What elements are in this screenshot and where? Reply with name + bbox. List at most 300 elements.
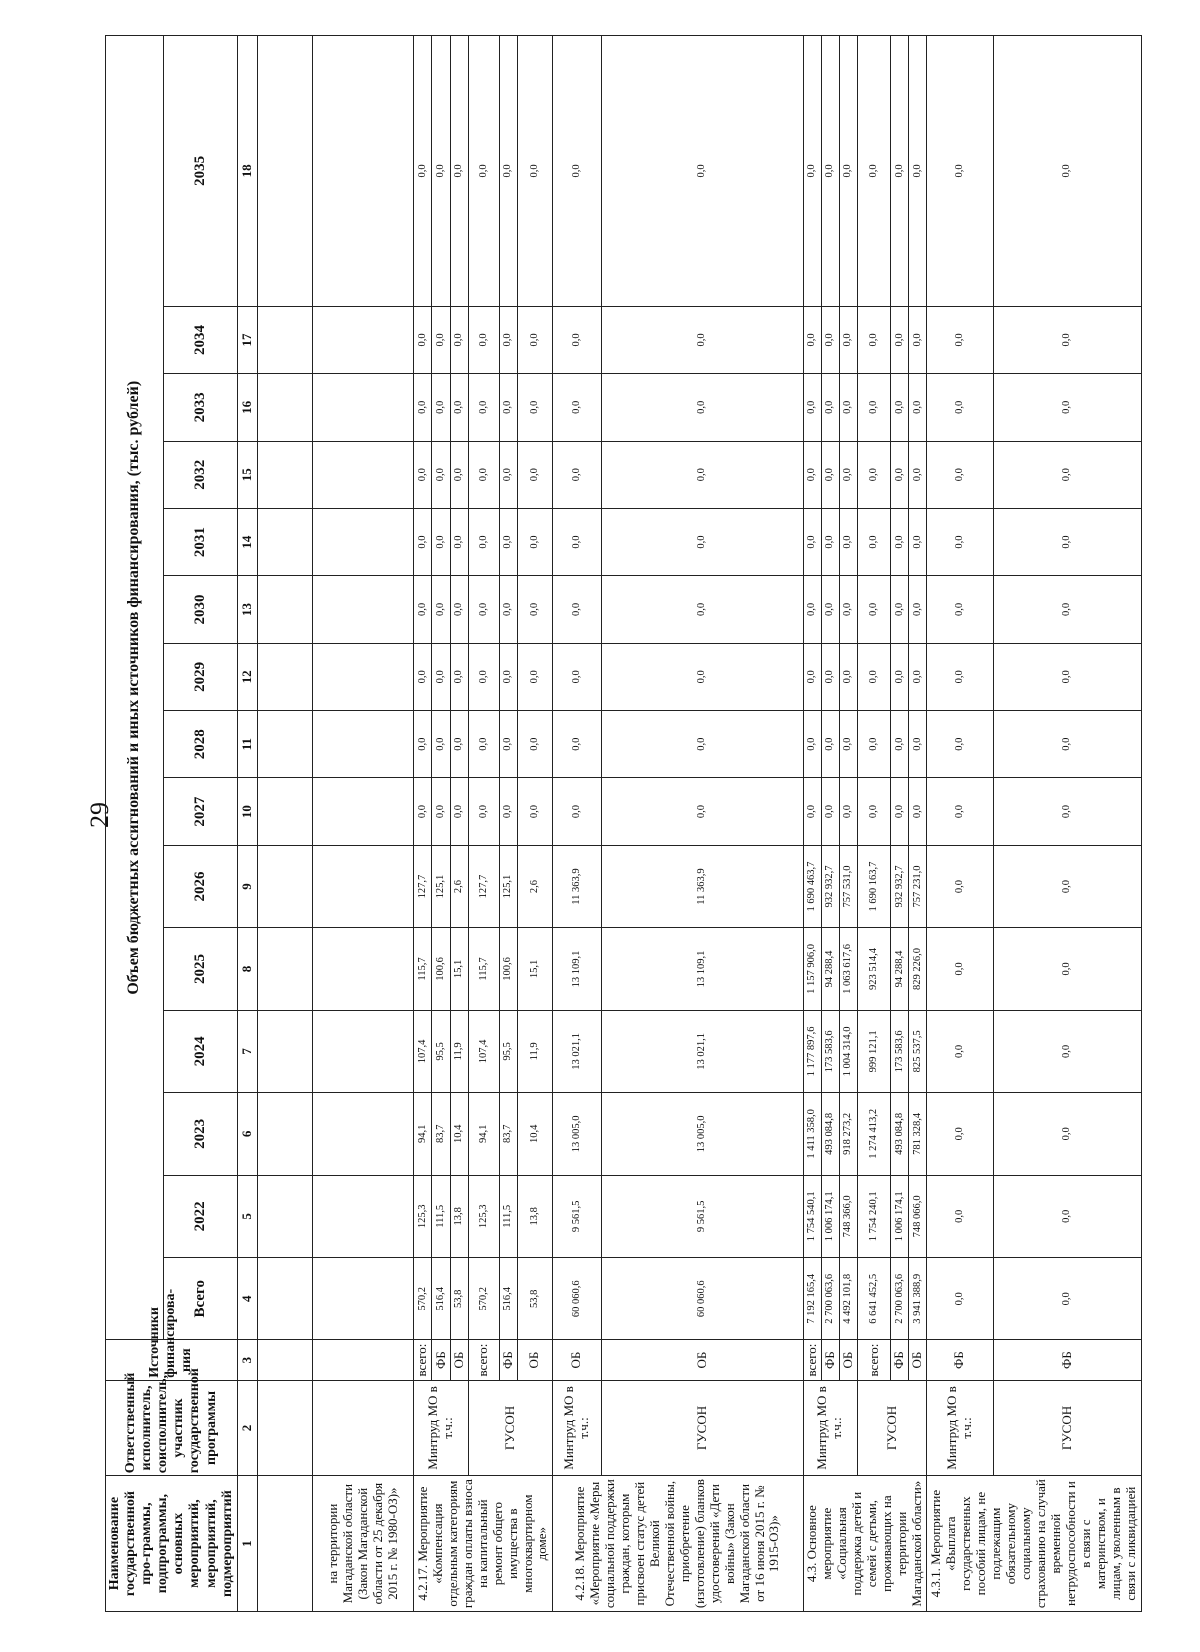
value-cell: 0,0 [821, 711, 839, 778]
value-cell: 918 273,2 [839, 1093, 857, 1175]
value-cell: 0,0 [927, 711, 993, 778]
value-cell: 0,0 [468, 441, 499, 508]
value-cell: 570,2 [414, 1258, 432, 1340]
column-number: 16 [237, 374, 257, 441]
value-cell: 0,0 [499, 441, 517, 508]
value-cell: 100,6 [499, 928, 517, 1010]
value-cell: 0,0 [927, 778, 993, 845]
header-total: Всего [163, 1258, 237, 1340]
document-page [105, 35, 1138, 1612]
table-row [909, 36, 927, 1612]
value-cell: 173 583,6 [821, 1010, 839, 1092]
value-cell: 0,0 [909, 36, 927, 307]
value-cell: 0,0 [432, 441, 450, 508]
value-cell: 0,0 [993, 711, 1141, 778]
value-cell: 9 561,5 [553, 1175, 601, 1257]
value-cell: 0,0 [839, 306, 857, 373]
header-year: 2022 [163, 1175, 237, 1257]
table-row [499, 36, 517, 1612]
value-cell: 0,0 [553, 576, 601, 643]
value-cell: 0,0 [839, 508, 857, 575]
value-cell: 0,0 [993, 36, 1141, 307]
value-cell [313, 845, 414, 927]
value-cell: 0,0 [803, 643, 821, 710]
value-cell: 0,0 [891, 374, 909, 441]
value-cell: 0,0 [517, 576, 552, 643]
value-cell: 0,0 [857, 778, 890, 845]
value-cell: 0,0 [553, 778, 601, 845]
value-cell: 15,1 [450, 928, 468, 1010]
value-cell: 0,0 [993, 441, 1141, 508]
value-cell [257, 1093, 313, 1175]
header-year: 2023 [163, 1093, 237, 1175]
value-cell: 0,0 [468, 508, 499, 575]
source-cell: ФБ [499, 1340, 517, 1380]
value-cell: 2,6 [450, 845, 468, 927]
value-cell: 0,0 [432, 778, 450, 845]
value-cell: 53,8 [517, 1258, 552, 1340]
table-row [257, 36, 313, 1612]
value-cell [257, 845, 313, 927]
header-volume: Объем бюджетных ассигнований и иных источников финансирования, (тыс. рублей) [106, 36, 164, 1340]
value-cell: 0,0 [432, 508, 450, 575]
value-cell: 95,5 [499, 1010, 517, 1092]
column-number: 3 [237, 1340, 257, 1380]
value-cell: 0,0 [450, 576, 468, 643]
value-cell: 0,0 [517, 508, 552, 575]
value-cell [257, 643, 313, 710]
value-cell: 0,0 [927, 1010, 993, 1092]
value-cell: 2 700 063,6 [821, 1258, 839, 1340]
value-cell: 0,0 [601, 711, 803, 778]
value-cell: 0,0 [414, 36, 432, 307]
value-cell: 0,0 [909, 711, 927, 778]
value-cell: 4 492 101,8 [839, 1258, 857, 1340]
value-cell: 1 754 240,1 [857, 1175, 890, 1257]
value-cell: 0,0 [450, 36, 468, 307]
measure-name-cell: 4.3.1. Мероприятие «Выплата государственных пособий лицам, не подлежащим обязательному социальному страхованию на случай временной нетрудоспособности и в связи с материнством, и лицам, уволенным в связи с ликвидацией [927, 1476, 1141, 1612]
value-cell [257, 508, 313, 575]
value-cell: 923 514,4 [857, 928, 890, 1010]
value-cell: 0,0 [414, 441, 432, 508]
value-cell: 0,0 [891, 508, 909, 575]
value-cell: 0,0 [891, 306, 909, 373]
value-cell: 0,0 [993, 928, 1141, 1010]
value-cell [257, 576, 313, 643]
value-cell: 0,0 [553, 711, 601, 778]
value-cell: 0,0 [993, 306, 1141, 373]
header-year: 2024 [163, 1010, 237, 1092]
table-row [517, 36, 552, 1612]
value-cell: 0,0 [891, 576, 909, 643]
value-cell: 0,0 [499, 508, 517, 575]
value-cell: 0,0 [909, 576, 927, 643]
value-cell: 0,0 [927, 845, 993, 927]
value-cell: 0,0 [517, 36, 552, 307]
value-cell: 0,0 [414, 711, 432, 778]
source-cell: ФБ [432, 1340, 450, 1380]
value-cell: 0,0 [601, 643, 803, 710]
value-cell: 0,0 [857, 441, 890, 508]
rotated-table-container [105, 35, 1138, 1612]
column-number: 7 [237, 1010, 257, 1092]
value-cell: 0,0 [993, 576, 1141, 643]
header-year: 2034 [163, 306, 237, 373]
source-cell: всего: [468, 1340, 499, 1380]
value-cell: 0,0 [499, 306, 517, 373]
value-cell [313, 928, 414, 1010]
value-cell: 0,0 [803, 508, 821, 575]
value-cell: 0,0 [891, 643, 909, 710]
value-cell: 0,0 [839, 643, 857, 710]
value-cell [257, 1175, 313, 1257]
source-cell: всего: [857, 1340, 890, 1380]
value-cell [313, 576, 414, 643]
measure-name-cell: 4.2.18. Мероприятие «Мероприятие «Меры социальной поддержки граждан, которым присвоен статус детей Великой Отечественной войны, приобретение (изготовление) бланков удостоверений «Дети войны» (Закон Магаданской области от 16 июня 2015 г. № 1915-ОЗ)» [553, 1476, 804, 1612]
executor-cell: Минтруд МО в т.ч.: [553, 1380, 601, 1476]
executor-cell [313, 1380, 414, 1476]
value-cell: 13 005,0 [601, 1093, 803, 1175]
value-cell: 0,0 [432, 643, 450, 710]
value-cell: 757 531,0 [839, 845, 857, 927]
value-cell: 9 561,5 [601, 1175, 803, 1257]
value-cell: 0,0 [553, 306, 601, 373]
value-cell [313, 374, 414, 441]
header-source-col: Источники финансирова-ния [106, 1340, 238, 1380]
value-cell: 0,0 [432, 576, 450, 643]
value-cell: 0,0 [857, 36, 890, 307]
value-cell: 53,8 [450, 1258, 468, 1340]
value-cell [257, 36, 313, 307]
value-cell [313, 508, 414, 575]
value-cell: 570,2 [468, 1258, 499, 1340]
header-year: 2027 [163, 778, 237, 845]
value-cell: 0,0 [450, 711, 468, 778]
value-cell: 0,0 [909, 441, 927, 508]
source-cell [313, 1340, 414, 1380]
table-row [553, 36, 601, 1612]
value-cell: 0,0 [803, 306, 821, 373]
value-cell: 2,6 [517, 845, 552, 927]
measure-name-cell: 4.3. Основное мероприятие «Социальная поддержка детей и семей с детьми, проживающих на территории Магаданской области» [803, 1476, 927, 1612]
value-cell [313, 778, 414, 845]
value-cell: 83,7 [499, 1093, 517, 1175]
value-cell: 0,0 [468, 778, 499, 845]
value-cell: 6 641 452,5 [857, 1258, 890, 1340]
column-number: 14 [237, 508, 257, 575]
value-cell: 125,3 [414, 1175, 432, 1257]
value-cell: 0,0 [927, 1258, 993, 1340]
value-cell [257, 441, 313, 508]
value-cell [257, 1258, 313, 1340]
value-cell [257, 1010, 313, 1092]
value-cell: 0,0 [993, 643, 1141, 710]
value-cell: 0,0 [821, 778, 839, 845]
value-cell: 60 060,6 [601, 1258, 803, 1340]
value-cell [257, 928, 313, 1010]
value-cell: 13 109,1 [553, 928, 601, 1010]
source-cell: ОБ [839, 1340, 857, 1380]
value-cell: 0,0 [927, 441, 993, 508]
source-cell: всего: [803, 1340, 821, 1380]
value-cell: 0,0 [601, 306, 803, 373]
value-cell: 0,0 [450, 508, 468, 575]
value-cell: 0,0 [993, 1258, 1141, 1340]
value-cell: 0,0 [839, 711, 857, 778]
value-cell: 493 084,8 [821, 1093, 839, 1175]
value-cell: 825 537,5 [909, 1010, 927, 1092]
value-cell: 829 226,0 [909, 928, 927, 1010]
value-cell: 13 005,0 [553, 1093, 601, 1175]
measure-name-cell: 4.2.17. Мероприятие «Компенсация отдельным категориям граждан оплаты взноса на капитальный ремонт общего имущества в многоквартирном доме» [414, 1476, 553, 1612]
header-year: 2025 [163, 928, 237, 1010]
value-cell: 0,0 [839, 374, 857, 441]
value-cell: 0,0 [803, 36, 821, 307]
header-year: 2029 [163, 643, 237, 710]
value-cell: 0,0 [432, 374, 450, 441]
value-cell: 0,0 [803, 576, 821, 643]
value-cell: 0,0 [993, 1175, 1141, 1257]
value-cell: 0,0 [468, 36, 499, 307]
header-executor-col: Ответственный исполнитель, соисполнитель, участник государственной программы [106, 1380, 238, 1476]
value-cell: 0,0 [414, 576, 432, 643]
value-cell: 0,0 [450, 778, 468, 845]
value-cell: 13,8 [450, 1175, 468, 1257]
value-cell: 115,7 [414, 928, 432, 1010]
value-cell: 0,0 [432, 36, 450, 307]
value-cell: 1 004 314,0 [839, 1010, 857, 1092]
source-cell: ОБ [909, 1340, 927, 1380]
value-cell [313, 1258, 414, 1340]
value-cell: 0,0 [499, 576, 517, 643]
table-row [993, 36, 1141, 1612]
value-cell: 0,0 [499, 36, 517, 307]
source-cell: ФБ [993, 1340, 1141, 1380]
value-cell: 0,0 [601, 576, 803, 643]
value-cell: 0,0 [821, 374, 839, 441]
value-cell: 1 063 617,6 [839, 928, 857, 1010]
value-cell [313, 1175, 414, 1257]
column-number: 2 [237, 1380, 257, 1476]
value-cell: 0,0 [601, 374, 803, 441]
value-cell: 0,0 [499, 711, 517, 778]
value-cell: 0,0 [993, 1093, 1141, 1175]
table-row [839, 36, 857, 1612]
value-cell: 1 006 174,1 [821, 1175, 839, 1257]
value-cell: 13 021,1 [553, 1010, 601, 1092]
source-cell: ОБ [553, 1340, 601, 1380]
value-cell: 0,0 [927, 374, 993, 441]
value-cell: 1 157 906,0 [803, 928, 821, 1010]
value-cell: 0,0 [891, 711, 909, 778]
value-cell: 748 366,0 [839, 1175, 857, 1257]
value-cell [313, 1093, 414, 1175]
value-cell: 0,0 [857, 306, 890, 373]
value-cell: 0,0 [517, 711, 552, 778]
budget-table [105, 35, 1142, 1612]
value-cell: 0,0 [803, 778, 821, 845]
table-row [891, 36, 909, 1612]
value-cell [313, 306, 414, 373]
value-cell: 60 060,6 [553, 1258, 601, 1340]
column-number: 10 [237, 778, 257, 845]
value-cell: 493 084,8 [891, 1093, 909, 1175]
value-cell: 1 177 897,6 [803, 1010, 821, 1092]
value-cell: 94 288,4 [821, 928, 839, 1010]
value-cell: 0,0 [432, 306, 450, 373]
value-cell: 95,5 [432, 1010, 450, 1092]
value-cell: 0,0 [993, 1010, 1141, 1092]
value-cell: 0,0 [927, 1175, 993, 1257]
value-cell: 127,7 [414, 845, 432, 927]
value-cell: 94,1 [468, 1093, 499, 1175]
value-cell [257, 711, 313, 778]
value-cell: 0,0 [517, 374, 552, 441]
value-cell [313, 441, 414, 508]
value-cell: 0,0 [993, 845, 1141, 927]
value-cell: 0,0 [517, 643, 552, 710]
value-cell: 0,0 [432, 711, 450, 778]
header-year: 2026 [163, 845, 237, 927]
executor-cell: ГУСОН [468, 1380, 552, 1476]
value-cell: 0,0 [468, 306, 499, 373]
value-cell: 0,0 [468, 374, 499, 441]
value-cell: 11,9 [517, 1010, 552, 1092]
value-cell: 10,4 [450, 1093, 468, 1175]
value-cell: 0,0 [553, 441, 601, 508]
value-cell: 0,0 [857, 711, 890, 778]
value-cell: 0,0 [927, 1093, 993, 1175]
value-cell: 0,0 [601, 508, 803, 575]
value-cell [257, 778, 313, 845]
value-cell: 0,0 [414, 778, 432, 845]
value-cell: 0,0 [517, 441, 552, 508]
value-cell: 0,0 [857, 374, 890, 441]
value-cell: 0,0 [821, 508, 839, 575]
value-cell: 11,9 [450, 1010, 468, 1092]
value-cell: 0,0 [450, 374, 468, 441]
value-cell: 0,0 [891, 441, 909, 508]
executor-cell: ГУСОН [993, 1380, 1141, 1476]
value-cell: 0,0 [450, 643, 468, 710]
column-number: 18 [237, 36, 257, 307]
table-row [601, 36, 803, 1612]
value-cell: 0,0 [414, 374, 432, 441]
value-cell: 1 690 163,7 [857, 845, 890, 927]
value-cell: 127,7 [468, 845, 499, 927]
source-cell: всего: [414, 1340, 432, 1380]
executor-cell [257, 1380, 313, 1476]
value-cell [257, 374, 313, 441]
value-cell [313, 1010, 414, 1092]
value-cell: 0,0 [927, 36, 993, 307]
value-cell: 516,4 [499, 1258, 517, 1340]
executor-cell: Минтруд МО в т.ч.: [803, 1380, 857, 1476]
value-cell: 0,0 [553, 508, 601, 575]
table-row [414, 36, 432, 1612]
value-cell: 0,0 [468, 576, 499, 643]
table-row [821, 36, 839, 1612]
value-cell: 0,0 [553, 374, 601, 441]
value-cell: 0,0 [839, 441, 857, 508]
column-number: 17 [237, 306, 257, 373]
value-cell: 516,4 [432, 1258, 450, 1340]
value-cell: 0,0 [414, 306, 432, 373]
header-year: 2028 [163, 711, 237, 778]
value-cell: 0,0 [468, 643, 499, 710]
header-year: 2032 [163, 441, 237, 508]
value-cell: 173 583,6 [891, 1010, 909, 1092]
value-cell: 0,0 [993, 508, 1141, 575]
value-cell: 0,0 [909, 778, 927, 845]
value-cell: 0,0 [839, 778, 857, 845]
value-cell: 0,0 [993, 374, 1141, 441]
source-cell: ОБ [450, 1340, 468, 1380]
value-cell: 0,0 [927, 576, 993, 643]
page-number: 29 [85, 802, 114, 828]
value-cell: 13 021,1 [601, 1010, 803, 1092]
value-cell: 1 006 174,1 [891, 1175, 909, 1257]
source-cell: ФБ [927, 1340, 993, 1380]
column-number: 9 [237, 845, 257, 927]
value-cell [313, 36, 414, 307]
source-cell: ФБ [821, 1340, 839, 1380]
value-cell: 0,0 [499, 643, 517, 710]
value-cell: 0,0 [450, 306, 468, 373]
table-row [927, 36, 993, 1612]
value-cell: 0,0 [553, 643, 601, 710]
header-year: 2030 [163, 576, 237, 643]
value-cell: 7 192 165,4 [803, 1258, 821, 1340]
value-cell: 115,7 [468, 928, 499, 1010]
value-cell: 1 411 358,0 [803, 1093, 821, 1175]
value-cell: 0,0 [468, 711, 499, 778]
value-cell: 1 690 463,7 [803, 845, 821, 927]
value-cell: 0,0 [601, 441, 803, 508]
column-number: 6 [237, 1093, 257, 1175]
value-cell: 3 941 388,9 [909, 1258, 927, 1340]
value-cell: 0,0 [927, 306, 993, 373]
table-row [450, 36, 468, 1612]
value-cell: 83,7 [432, 1093, 450, 1175]
value-cell: 932 932,7 [821, 845, 839, 927]
value-cell: 2 700 063,6 [891, 1258, 909, 1340]
executor-cell: Минтруд МО в т.ч.: [927, 1380, 993, 1476]
value-cell: 0,0 [839, 576, 857, 643]
source-cell: ОБ [517, 1340, 552, 1380]
column-number: 15 [237, 441, 257, 508]
value-cell: 1 274 413,2 [857, 1093, 890, 1175]
value-cell: 781 328,4 [909, 1093, 927, 1175]
measure-name-cell: на территории Магаданской области (Закон Магаданской области от 25 декабря 2015 г. № 1980-ОЗ)» [313, 1476, 414, 1612]
value-cell [257, 306, 313, 373]
value-cell: 13 109,1 [601, 928, 803, 1010]
value-cell: 125,1 [499, 845, 517, 927]
value-cell: 0,0 [857, 576, 890, 643]
value-cell: 0,0 [891, 778, 909, 845]
value-cell: 0,0 [499, 778, 517, 845]
executor-cell: Минтруд МО в т.ч.: [414, 1380, 468, 1476]
value-cell: 0,0 [821, 643, 839, 710]
value-cell: 757 231,0 [909, 845, 927, 927]
executor-cell: ГУСОН [601, 1380, 803, 1476]
value-cell: 125,3 [468, 1175, 499, 1257]
header-year: 2033 [163, 374, 237, 441]
value-cell: 13,8 [517, 1175, 552, 1257]
value-cell: 111,5 [432, 1175, 450, 1257]
value-cell: 0,0 [414, 643, 432, 710]
value-cell: 0,0 [517, 778, 552, 845]
